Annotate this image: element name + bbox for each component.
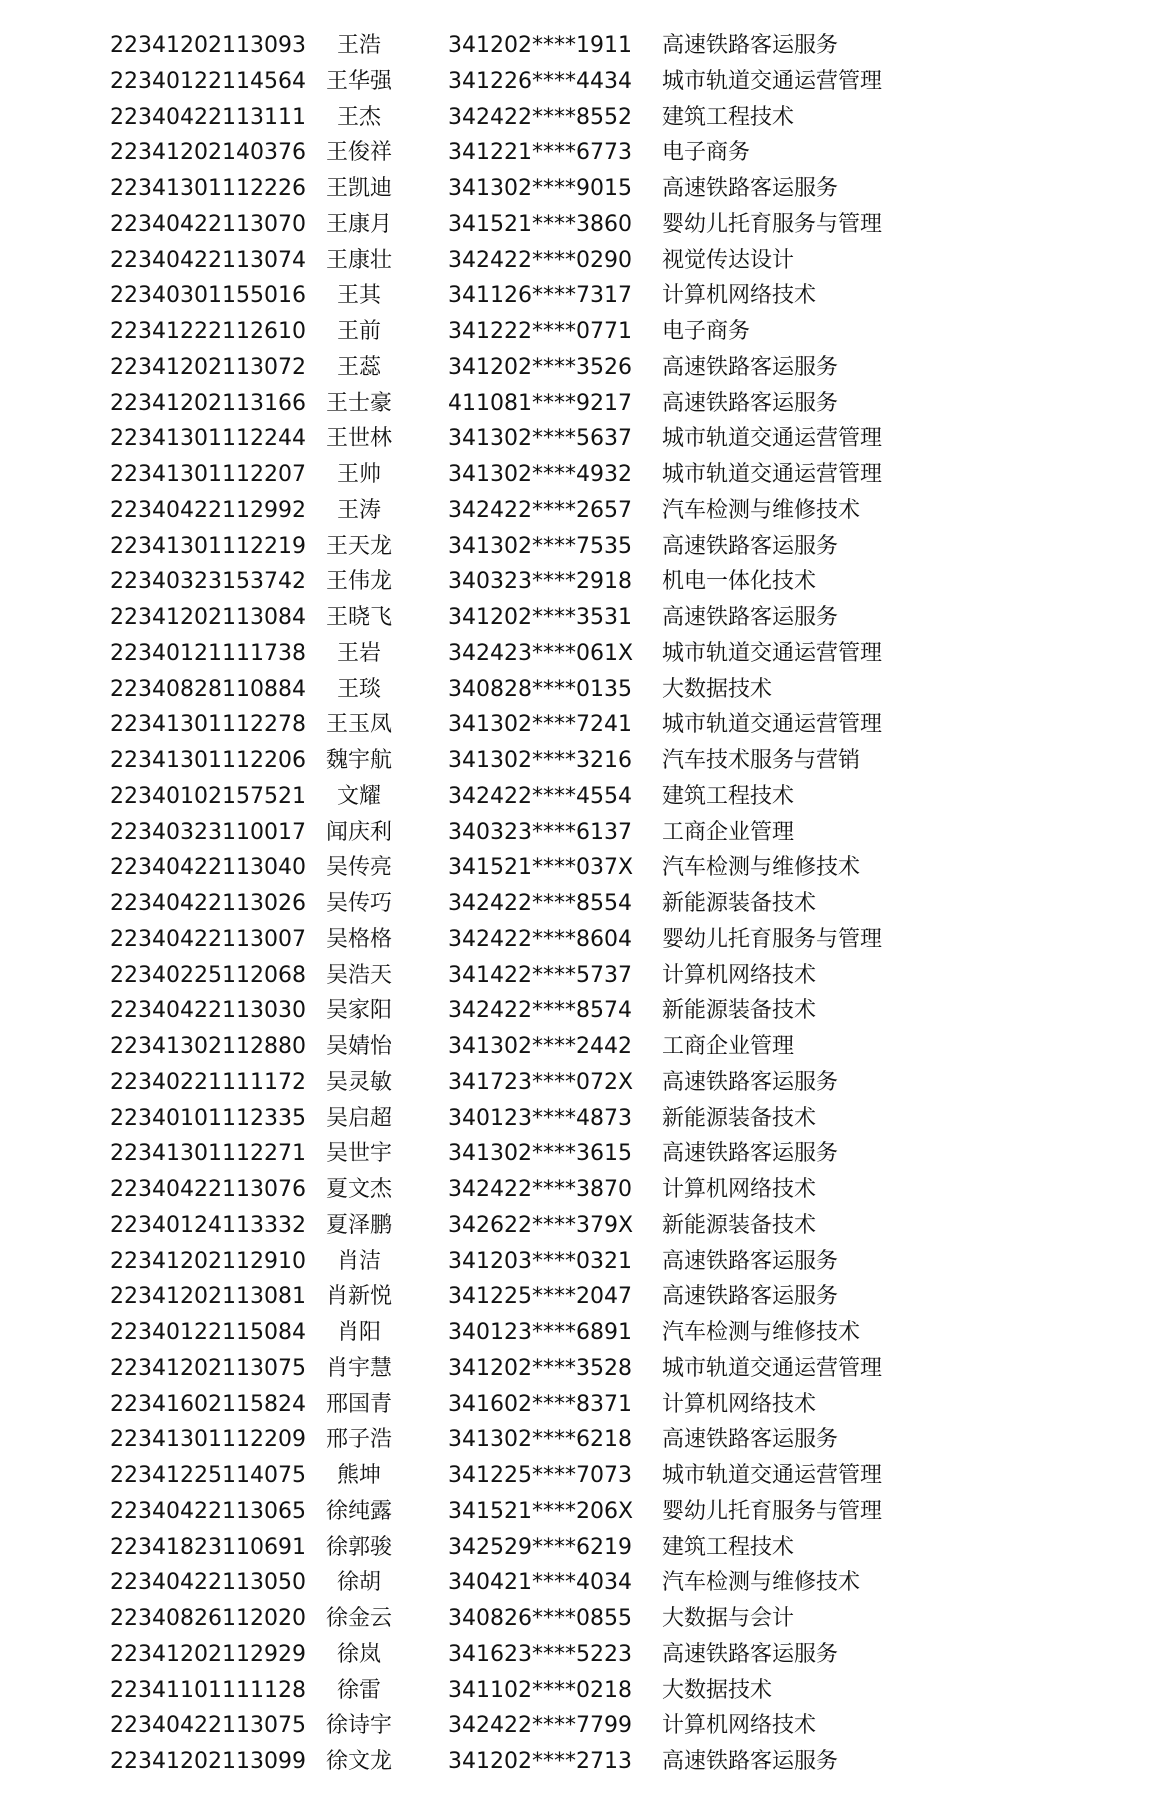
student-id-cell: 22340422113050 [110, 1570, 306, 1596]
id-card-cell: 341302****5637 [448, 426, 632, 452]
table-row [0, 743, 1168, 779]
name-cell: 王晓飞 [325, 605, 392, 630]
table-row [0, 672, 1168, 708]
major-cell: 城市轨道交通运营管理 [662, 712, 883, 738]
table-row [0, 707, 1168, 743]
major-cell: 高速铁路客运服务 [662, 390, 839, 416]
student-id-cell: 22340323153742 [110, 569, 306, 595]
id-card-cell: 342529****6219 [448, 1534, 632, 1560]
name-cell: 王帅 [336, 462, 381, 487]
student-id-cell: 22341225114075 [110, 1463, 306, 1488]
name-cell: 王凯迪 [325, 176, 392, 201]
student-id-cell: 22340828110884 [110, 676, 306, 702]
name-cell: 肖洁 [336, 1248, 381, 1274]
student-id-cell: 22341301112219 [110, 533, 306, 559]
id-card-cell: 341623****5223 [448, 1641, 632, 1667]
table-row [0, 1744, 1168, 1780]
student-id-cell: 22340221111172 [110, 1069, 306, 1095]
major-cell: 计算机网络技术 [662, 1391, 817, 1417]
table-row [0, 1029, 1168, 1065]
table-row [0, 64, 1168, 100]
id-card-cell: 342422****7799 [448, 1713, 632, 1739]
name-cell: 王其 [336, 283, 381, 309]
name-cell: 徐文龙 [325, 1749, 392, 1774]
id-card-cell: 341602****8371 [448, 1391, 632, 1417]
id-card-cell: 340323****6137 [448, 819, 632, 845]
student-id-cell: 22340422113030 [110, 998, 306, 1024]
name-cell: 王蕊 [336, 354, 381, 380]
id-card-cell: 341302****4932 [448, 462, 632, 487]
student-id-cell: 22340422113075 [110, 1713, 306, 1739]
student-id-cell: 22340422113040 [110, 855, 306, 881]
id-card-cell: 341302****3615 [448, 1141, 632, 1167]
major-cell: 计算机网络技术 [662, 283, 817, 309]
name-cell: 吴传亮 [325, 855, 392, 881]
table-row [0, 1315, 1168, 1351]
major-cell: 建筑工程技术 [662, 104, 795, 130]
student-id-cell: 22341302112880 [110, 1034, 306, 1059]
table-row [0, 1208, 1168, 1244]
name-cell: 魏宇航 [325, 748, 392, 773]
table-row [0, 886, 1168, 922]
major-cell: 城市轨道交通运营管理 [662, 1463, 883, 1488]
major-cell: 城市轨道交通运营管理 [662, 640, 883, 666]
student-id-cell: 22341301112209 [110, 1427, 306, 1453]
name-cell: 徐岚 [336, 1641, 381, 1667]
id-card-cell: 341225****7073 [448, 1463, 632, 1488]
name-cell: 肖新悦 [325, 1284, 392, 1310]
table-row [0, 1387, 1168, 1423]
student-id-cell: 22341202113075 [110, 1355, 306, 1381]
table-row [0, 1494, 1168, 1530]
id-card-cell: 342422****8552 [448, 104, 632, 130]
student-id-cell: 22340826112020 [110, 1606, 306, 1631]
student-id-cell: 22341202140376 [110, 140, 306, 166]
id-card-cell: 341202****1911 [448, 33, 632, 58]
student-id-cell: 22341202112929 [110, 1641, 306, 1667]
id-card-cell: 341222****0771 [448, 319, 632, 344]
name-cell: 夏泽鹏 [325, 1212, 392, 1238]
student-id-cell: 22341301112226 [110, 176, 306, 201]
id-card-cell: 342422****8574 [448, 998, 632, 1024]
name-cell: 徐诗宇 [325, 1713, 392, 1739]
id-card-cell: 342423****061X [448, 640, 634, 666]
major-cell: 汽车检测与维修技术 [662, 855, 861, 881]
table-row [0, 636, 1168, 672]
student-id-cell: 22340101112335 [110, 1105, 306, 1131]
student-id-cell: 22341202113081 [110, 1284, 306, 1310]
name-cell: 闻庆利 [325, 819, 392, 845]
table-row [0, 779, 1168, 815]
major-cell: 婴幼儿托育服务与管理 [662, 211, 883, 237]
id-card-cell: 340123****4873 [448, 1105, 632, 1131]
major-cell: 婴幼儿托育服务与管理 [662, 926, 883, 952]
major-cell: 高速铁路客运服务 [662, 1427, 839, 1453]
name-cell: 吴格格 [325, 926, 392, 952]
name-cell: 王杰 [336, 104, 381, 130]
id-card-cell: 340123****6891 [448, 1320, 632, 1345]
table-row [0, 1136, 1168, 1172]
table-row [0, 350, 1168, 386]
name-cell: 王琰 [336, 676, 381, 702]
student-id-cell: 22340422113111 [110, 104, 306, 130]
table-row [0, 1708, 1168, 1744]
name-cell: 王天龙 [325, 533, 392, 559]
name-cell: 王康壮 [325, 247, 392, 273]
table-row [0, 28, 1168, 64]
table-row [0, 922, 1168, 958]
name-cell: 王俊祥 [325, 140, 392, 166]
major-cell: 高速铁路客运服务 [662, 1248, 839, 1274]
name-cell: 王前 [336, 319, 381, 344]
major-cell: 新能源装备技术 [662, 1105, 817, 1131]
id-card-cell: 341521****3860 [448, 211, 632, 237]
table-row [0, 421, 1168, 457]
table-row [0, 243, 1168, 279]
student-id-cell: 22341301112278 [110, 712, 306, 738]
major-cell: 城市轨道交通运营管理 [662, 462, 883, 487]
table-row [0, 457, 1168, 493]
major-cell: 工商企业管理 [662, 1034, 795, 1059]
table-row [0, 171, 1168, 207]
table-row [0, 314, 1168, 350]
major-cell: 新能源装备技术 [662, 891, 817, 916]
major-cell: 城市轨道交通运营管理 [662, 68, 883, 94]
id-card-cell: 340421****4034 [448, 1570, 632, 1596]
id-card-cell: 342422****2657 [448, 497, 632, 523]
table-row [0, 1279, 1168, 1315]
table-row [0, 1172, 1168, 1208]
name-cell: 徐胡 [336, 1570, 381, 1596]
major-cell: 婴幼儿托育服务与管理 [662, 1498, 883, 1524]
name-cell: 邢国青 [325, 1391, 392, 1417]
table-row [0, 1673, 1168, 1709]
major-cell: 高速铁路客运服务 [662, 605, 839, 630]
major-cell: 汽车技术服务与营销 [662, 748, 861, 773]
table-row [0, 278, 1168, 314]
table-row [0, 1530, 1168, 1566]
id-card-cell: 341203****0321 [448, 1248, 632, 1274]
id-card-cell: 341221****6773 [448, 140, 632, 166]
name-cell: 肖阳 [336, 1320, 381, 1345]
name-cell: 王华强 [325, 68, 392, 94]
name-cell: 徐雷 [336, 1677, 381, 1703]
student-id-cell: 22341202113084 [110, 605, 306, 630]
table-row [0, 850, 1168, 886]
name-cell: 王士豪 [325, 390, 392, 416]
table-row [0, 1458, 1168, 1494]
name-cell: 王玉凤 [325, 712, 392, 738]
major-cell: 建筑工程技术 [662, 783, 795, 809]
major-cell: 城市轨道交通运营管理 [662, 426, 883, 452]
student-id-cell: 22340122115084 [110, 1320, 306, 1345]
id-card-cell: 341302****7241 [448, 712, 632, 738]
name-cell: 徐郭骏 [325, 1534, 392, 1560]
student-id-cell: 22341301112206 [110, 748, 306, 773]
student-id-cell: 22341602115824 [110, 1391, 306, 1417]
student-id-cell: 22340301155016 [110, 283, 306, 309]
table-row [0, 1101, 1168, 1137]
major-cell: 高速铁路客运服务 [662, 1141, 839, 1167]
student-id-cell: 22340422113065 [110, 1498, 306, 1524]
student-id-cell: 22340225112068 [110, 962, 306, 988]
student-id-cell: 22341222112610 [110, 319, 306, 344]
table-row [0, 993, 1168, 1029]
id-card-cell: 342422****8604 [448, 926, 632, 952]
name-cell: 文耀 [336, 783, 381, 809]
id-card-cell: 341126****7317 [448, 283, 632, 309]
table-row [0, 1637, 1168, 1673]
table-row [0, 1565, 1168, 1601]
table-row [0, 135, 1168, 171]
table-row [0, 529, 1168, 565]
student-id-cell: 22340124113332 [110, 1212, 306, 1238]
major-cell: 城市轨道交通运营管理 [662, 1355, 883, 1381]
student-id-cell: 22340422113076 [110, 1177, 306, 1202]
name-cell: 王浩 [336, 33, 381, 58]
major-cell: 计算机网络技术 [662, 962, 817, 988]
id-card-cell: 411081****9217 [448, 390, 632, 416]
table-row [0, 815, 1168, 851]
id-card-cell: 341202****2713 [448, 1749, 632, 1774]
major-cell: 大数据与会计 [662, 1606, 795, 1631]
major-cell: 计算机网络技术 [662, 1713, 817, 1739]
student-id-cell: 22340323110017 [110, 819, 306, 845]
name-cell: 吴浩天 [325, 962, 392, 988]
name-cell: 吴婧怡 [325, 1034, 392, 1059]
id-card-cell: 341422****5737 [448, 962, 632, 988]
name-cell: 王康月 [325, 211, 392, 237]
name-cell: 夏文杰 [325, 1177, 392, 1202]
name-cell: 熊坤 [336, 1463, 381, 1488]
major-cell: 汽车检测与维修技术 [662, 497, 861, 523]
id-card-cell: 342422****4554 [448, 783, 632, 809]
major-cell: 工商企业管理 [662, 819, 795, 845]
major-cell: 建筑工程技术 [662, 1534, 795, 1560]
major-cell: 高速铁路客运服务 [662, 176, 839, 201]
id-card-cell: 341202****3526 [448, 354, 632, 380]
id-card-cell: 342422****8554 [448, 891, 632, 916]
name-cell: 吴世宇 [325, 1141, 392, 1167]
student-roster [0, 28, 1168, 1780]
major-cell: 新能源装备技术 [662, 998, 817, 1024]
student-id-cell: 22341202113166 [110, 390, 306, 416]
student-id-cell: 22341202113072 [110, 354, 306, 380]
id-card-cell: 341302****9015 [448, 176, 632, 201]
table-row [0, 386, 1168, 422]
name-cell: 吴传巧 [325, 891, 392, 916]
name-cell: 吴启超 [325, 1105, 392, 1131]
name-cell: 徐纯露 [325, 1498, 392, 1524]
major-cell: 大数据技术 [662, 676, 773, 702]
name-cell: 邢子浩 [325, 1427, 392, 1453]
id-card-cell: 341521****206X [448, 1498, 634, 1524]
student-id-cell: 22340422113070 [110, 211, 306, 237]
student-id-cell: 22341823110691 [110, 1534, 306, 1560]
id-card-cell: 341102****0218 [448, 1677, 632, 1703]
name-cell: 王伟龙 [325, 569, 392, 595]
name-cell: 王涛 [336, 497, 381, 523]
name-cell: 王岩 [336, 640, 381, 666]
id-card-cell: 341302****7535 [448, 533, 632, 559]
id-card-cell: 341302****6218 [448, 1427, 632, 1453]
id-card-cell: 340323****2918 [448, 569, 632, 595]
student-id-cell: 22340102157521 [110, 783, 306, 809]
id-card-cell: 342422****3870 [448, 1177, 632, 1202]
id-card-cell: 340826****0855 [448, 1606, 632, 1631]
major-cell: 高速铁路客运服务 [662, 1641, 839, 1667]
major-cell: 高速铁路客运服务 [662, 354, 839, 380]
id-card-cell: 341302****2442 [448, 1034, 632, 1059]
table-row [0, 207, 1168, 243]
student-id-cell: 22340422113007 [110, 926, 306, 952]
id-card-cell: 342422****0290 [448, 247, 632, 273]
student-id-cell: 22341301112271 [110, 1141, 306, 1167]
student-id-cell: 22340422113026 [110, 891, 306, 916]
id-card-cell: 340828****0135 [448, 676, 632, 702]
major-cell: 机电一体化技术 [662, 569, 817, 595]
table-row [0, 1601, 1168, 1637]
major-cell: 高速铁路客运服务 [662, 1069, 839, 1095]
major-cell: 高速铁路客运服务 [662, 1749, 839, 1774]
major-cell: 高速铁路客运服务 [662, 33, 839, 58]
student-id-cell: 22341202112910 [110, 1248, 306, 1274]
student-id-cell: 22340122114564 [110, 68, 306, 94]
student-id-cell: 22340422112992 [110, 497, 306, 523]
table-row [0, 564, 1168, 600]
major-cell: 新能源装备技术 [662, 1212, 817, 1238]
name-cell: 徐金云 [325, 1606, 392, 1631]
id-card-cell: 341225****2047 [448, 1284, 632, 1310]
table-row [0, 100, 1168, 136]
student-id-cell: 22341101111128 [110, 1677, 306, 1703]
id-card-cell: 341521****037X [448, 855, 634, 881]
table-row [0, 1065, 1168, 1101]
id-card-cell: 341202****3531 [448, 605, 632, 630]
id-card-cell: 341226****4434 [448, 68, 632, 94]
student-id-cell: 22340422113074 [110, 247, 306, 273]
student-id-cell: 22341202113093 [110, 33, 306, 58]
table-row [0, 1351, 1168, 1387]
major-cell: 汽车检测与维修技术 [662, 1570, 861, 1596]
table-row [0, 1422, 1168, 1458]
student-id-cell: 22341202113099 [110, 1749, 306, 1774]
major-cell: 汽车检测与维修技术 [662, 1320, 861, 1345]
name-cell: 王世林 [325, 426, 392, 452]
student-id-cell: 22340121111738 [110, 640, 306, 666]
table-row [0, 1244, 1168, 1280]
major-cell: 高速铁路客运服务 [662, 1284, 839, 1310]
table-row [0, 600, 1168, 636]
student-id-cell: 22341301112207 [110, 462, 306, 487]
name-cell: 吴家阳 [325, 998, 392, 1024]
name-cell: 吴灵敏 [325, 1069, 392, 1095]
major-cell: 计算机网络技术 [662, 1177, 817, 1202]
major-cell: 高速铁路客运服务 [662, 533, 839, 559]
table-row [0, 958, 1168, 994]
name-cell: 肖宇慧 [325, 1355, 392, 1381]
major-cell: 大数据技术 [662, 1677, 773, 1703]
id-card-cell: 342622****379X [448, 1212, 634, 1238]
major-cell: 视觉传达设计 [662, 247, 795, 273]
major-cell: 电子商务 [662, 319, 751, 344]
major-cell: 电子商务 [662, 140, 751, 166]
table-row [0, 493, 1168, 529]
id-card-cell: 341302****3216 [448, 748, 632, 773]
id-card-cell: 341723****072X [448, 1069, 634, 1095]
student-id-cell: 22341301112244 [110, 426, 306, 452]
id-card-cell: 341202****3528 [448, 1355, 632, 1381]
